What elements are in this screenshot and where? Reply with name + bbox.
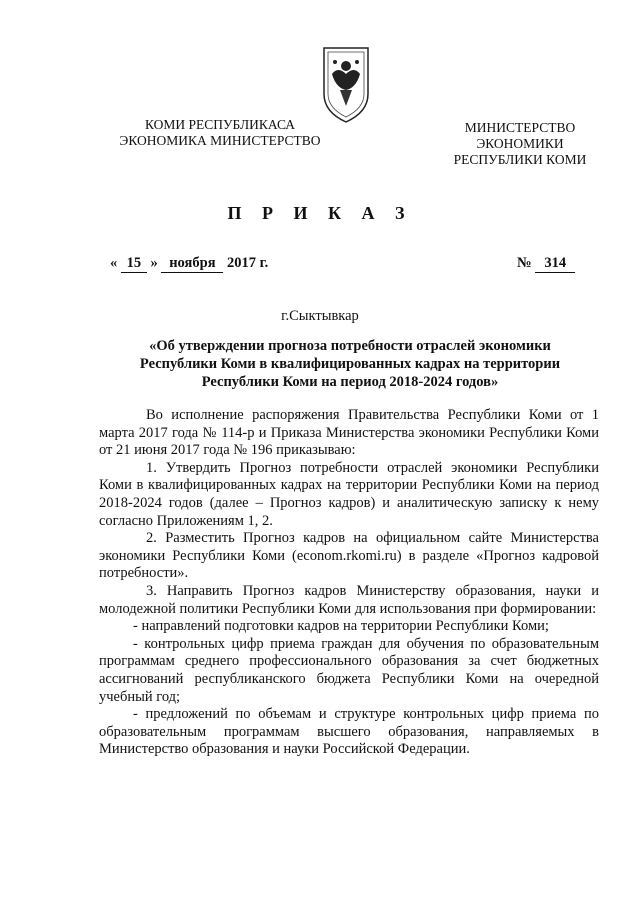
body-paragraph: 3. Направить Прогноз кадров Министерству образования, науки и молодежной политики Республики Коми для использования при формировании: (99, 582, 599, 617)
number-label: № (517, 255, 532, 271)
order-number (517, 255, 575, 273)
order-subject (110, 337, 590, 391)
subject-line3: Республики Коми на период 2018-2024 годов» (201, 374, 499, 390)
order-date (110, 255, 268, 273)
header-right-line1: МИНИСТЕРСТВО (464, 120, 576, 135)
header-left-line2: ЭКОНОМИКА МИНИСТЕРСТВО (119, 133, 321, 148)
body-list-item: - направлений подготовки кадров на территории Республики Коми; (133, 618, 549, 635)
body-paragraph: 1. Утвердить Прогноз потребности отраслей экономики Республики Коми в квалифицированных кадрах на территории Республики Коми на период 2018-2024 годов (далее – Прогноз кадров) и аналитическую записку к нему согласно Приложениям 1, 2. (99, 459, 599, 529)
body-paragraph: 2. Разместить Прогноз кадров на официальном сайте Министерства экономики Республики Коми (econom.rkomi.ru) в разделе «Прогноз кадровой потребности». (99, 530, 599, 582)
coat-of-arms-icon (318, 44, 374, 124)
header-right (430, 120, 610, 168)
header-right-line2: ЭКОНОМИКИ (476, 136, 564, 151)
date-day: 15 (121, 255, 147, 273)
date-year: 2017 г. (227, 255, 269, 271)
subject-line2: Республики Коми в квалифицированных кадрах на территории (139, 356, 561, 372)
date-month: ноября (161, 255, 223, 273)
body-list-item: - контрольных цифр приема граждан для обучения по образовательным программам среднего профессионального образования за счет бюджетных ассигнований республиканского бюджета Республики Коми на очередной учебный год; (99, 635, 599, 705)
number-value: 314 (535, 255, 575, 273)
document-title: П Р И К А З (227, 203, 413, 223)
subject-line1: «Об утверждении прогноза потребности отраслей экономики (149, 338, 551, 354)
header-right-line3: РЕСПУБЛИКИ КОМИ (453, 152, 587, 167)
header-left-line1: КОМИ РЕСПУБЛИКАСА (144, 117, 296, 132)
order-body (99, 407, 599, 759)
body-list-item: - предложений по объемам и структуре контрольных цифр приема по образовательным программам высшего образования, направляемых в Министерство образования и науки Российской Федерации. (99, 706, 599, 758)
city: г.Сыктывкар (281, 308, 359, 324)
date-open-quote: « (110, 255, 118, 271)
header-left (110, 117, 330, 149)
date-close-quote: » (150, 255, 158, 271)
body-paragraph: Во исполнение распоряжения Правительства Республики Коми от 1 марта 2017 года № 114-р и Приказа Министерства экономики Республики Коми от 21 июня 2017 года № 196 приказываю: (99, 407, 599, 459)
